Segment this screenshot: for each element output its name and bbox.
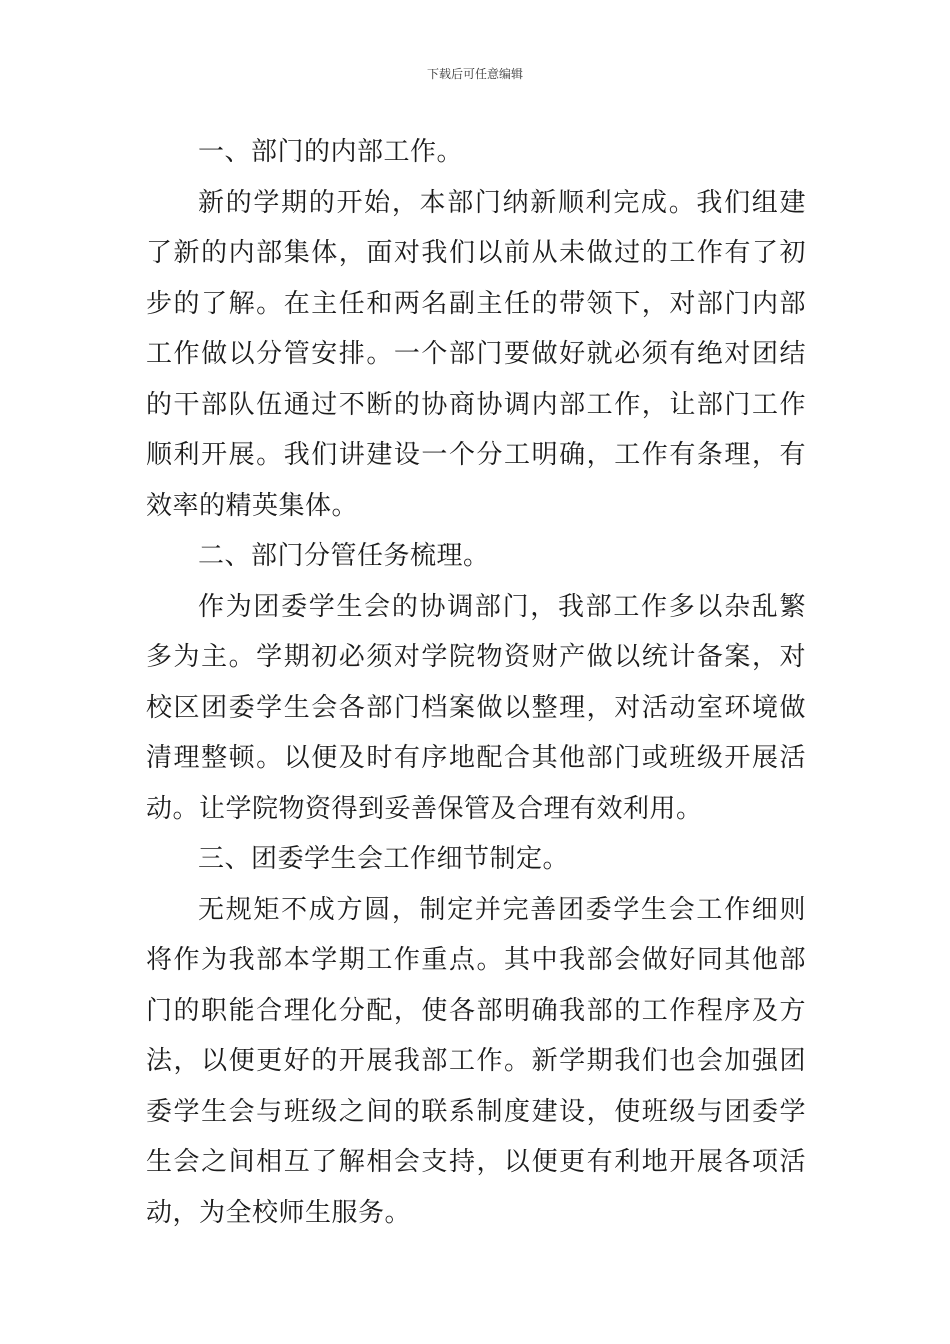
document-body: [146, 127, 806, 1238]
page-header: 下载后可任意编辑: [426, 67, 523, 81]
section-heading-2: 二、部门分管任务梳理。: [198, 541, 490, 571]
section-heading-1: 一、部门的内部工作。: [198, 137, 464, 167]
paragraph-1: 新的学期的开始，本部门纳新顺利完成。我们组建了新的内部集体，面对我们以前从未做过的工作有了初步的了解。在主任和两名副主任的带领下，对部门内部工作做以分管安排。一个部门要做好就必须有绝对团结的干部队伍通过不断的协商协调内部工作，让部门工作顺利开展。我们讲建设一个分工明确，工作有条理，有效率的精英集体。: [146, 187, 806, 521]
paragraph-3: 无规矩不成方圆，制定并完善团委学生会工作细则将作为我部本学期工作重点。其中我部会做好同其他部门的职能合理化分配，使各部明确我部的工作程序及方法，以便更好的开展我部工作。新学期我们也会加强团委学生会与班级之间的联系制度建设，使班级与团委学生会之间相互了解相会支持，以便更有利地开展各项活动，为全校师生服务。: [146, 894, 806, 1228]
paragraph-2: 作为团委学生会的协调部门，我部工作多以杂乱繁多为主。学期初必须对学院物资财产做以统计备案，对校区团委学生会各部门档案做以整理，对活动室环境做清理整顿。以便及时有序地配合其他部门或班级开展活动。让学院物资得到妥善保管及合理有效利用。: [146, 591, 806, 824]
section-heading-3: 三、团委学生会工作细节制定。: [198, 844, 570, 874]
